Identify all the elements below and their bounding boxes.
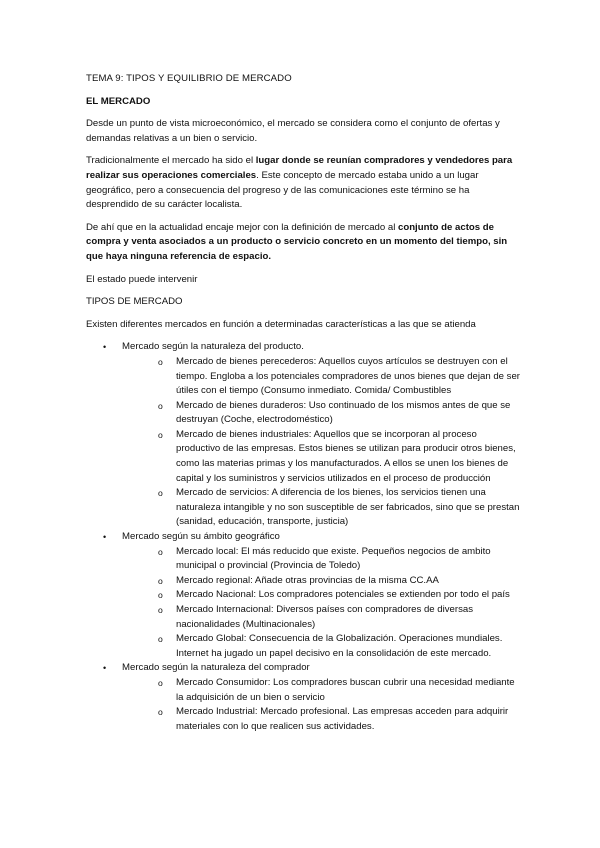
list-item-text: Mercado Nacional: Los compradores potenciales se extienden por todo el país — [176, 589, 510, 601]
list-item-text: Mercado Global: Consecuencia de la Globalización. Operaciones mundiales. Internet ha jugado un papel decisivo en la consolidación de este mercado. — [176, 633, 503, 659]
sub-list — [122, 676, 520, 734]
bullet-icon: • — [103, 532, 107, 543]
group-label: Mercado según su ámbito geográfico — [122, 531, 280, 543]
list-item-text: Mercado Internacional: Diversos países con compradores de diversas nacionalidades (Multinacionales) — [176, 604, 474, 630]
circle-bullet-icon: o — [158, 707, 163, 718]
p2-text-a: Tradicionalmente el mercado ha sido el — [86, 155, 256, 167]
list-item-text: Mercado de bienes industriales: Aquellos que se incorporan al proceso productivo de las empresas. Estos bienes se utilizan para producir otros bienes, como las materias primas y los manufacturados. A ellos se unen los bienes de capital y los suministros y servicios utilizados en el proceso de producción — [176, 428, 516, 484]
paragraph-traditional — [86, 154, 520, 212]
p3-text-a: De ahí que en la actualidad encaje mejor con la definición de mercado al — [86, 221, 398, 233]
list-item — [158, 399, 520, 428]
list-item-text: Mercado Consumidor: Los compradores buscan cubrir una necesidad mediante la adquisición de un bien o servicio — [176, 676, 515, 703]
circle-bullet-icon: o — [158, 546, 163, 557]
list-item-text: Mercado regional: Añade otras provincias de la misma CC.AA — [176, 574, 439, 586]
list-item — [158, 574, 520, 589]
circle-bullet-icon: o — [158, 488, 163, 499]
list-item — [158, 545, 520, 574]
bullet-icon: • — [103, 663, 107, 674]
list-item-group — [86, 340, 520, 530]
list-item-text: Mercado Industrial: Mercado profesional. Las empresas acceden para adquirir materiales con lo que realicen sus actividades. — [176, 706, 509, 732]
p2-text-c: . Este concepto de mercado estaba unido a un lugar geográfico, pero a consecuencia del progreso y de las comunicaciones este término se ha desprendido de su carácter localista. — [86, 169, 479, 211]
sub-list — [122, 545, 520, 662]
circle-bullet-icon: o — [158, 634, 163, 645]
p3-bold: conjunto de actos de compra y venta asociados a un producto o servicio concreto en un momento del tiempo, sin que haya ninguna referencia de espacio. — [86, 221, 508, 262]
list-item — [158, 705, 520, 734]
list-item-text: Mercado de bienes perecederos: Aquellos cuyos artículos se destruyen con el tiempo. Engloba a los potenciales compradores de unos bienes que dejan de ser útiles con el tiempo (Consumo inmediato. Comida/ Combustibles — [176, 355, 521, 397]
circle-bullet-icon: o — [158, 677, 163, 688]
circle-bullet-icon: o — [158, 605, 163, 615]
section-title-tipos: TIPOS DE MERCADO — [86, 296, 183, 308]
list-item-group — [86, 661, 520, 734]
circle-bullet-icon: o — [158, 575, 163, 586]
group-label: Mercado según la naturaleza del producto. — [122, 341, 304, 353]
paragraph-intro-types: Existen diferentes mercados en función a determinadas características a las que se atienda — [86, 318, 476, 330]
list-item — [158, 428, 520, 486]
list-item-text: Mercado de bienes duraderos: Uso continuado de los mismos antes de que se destruyan (Coche, electrodoméstico) — [176, 399, 511, 426]
sub-list — [122, 355, 520, 530]
list-item-group — [86, 530, 520, 661]
list-item — [158, 486, 520, 530]
document-page — [86, 60, 520, 734]
circle-bullet-icon: o — [158, 429, 163, 440]
group-label: Mercado según la naturaleza del comprador — [122, 662, 310, 674]
paragraph-current-definition — [86, 221, 520, 265]
circle-bullet-icon: o — [158, 356, 163, 367]
bullet-icon: • — [103, 342, 107, 353]
list-item — [158, 676, 520, 705]
market-types-list — [86, 340, 520, 734]
topic-heading: TEMA 9: TIPOS Y EQUILIBRIO DE MERCADO — [86, 73, 292, 84]
list-item — [158, 588, 520, 603]
circle-bullet-icon: o — [158, 400, 163, 411]
paragraph-definition: Desde un punto de vista microeconómico, el mercado se considera como el conjunto de ofertas y demandas relativas a un bien o servicio. — [86, 118, 500, 144]
list-item — [158, 355, 520, 399]
p2-bold: lugar donde se reunían compradores y vendedores para realizar sus operaciones comerciales — [86, 155, 513, 181]
list-item — [158, 632, 520, 661]
list-item — [158, 603, 520, 632]
list-item-text: Mercado de servicios: A diferencia de los bienes, los servicios tienen una naturaleza intangible y no son susceptible de ser fabricados, sino que se prestan (sanidad, educación, transporte, justicia) — [176, 487, 520, 528]
paragraph-state: El estado puede intervenir — [86, 273, 198, 285]
section-title-el-mercado: EL MERCADO — [86, 95, 151, 107]
circle-bullet-icon: o — [158, 590, 163, 601]
list-item-text: Mercado local: El más reducido que existe. Pequeños negocios de ambito municipal o provincial (Provincia de Toledo) — [176, 545, 491, 572]
